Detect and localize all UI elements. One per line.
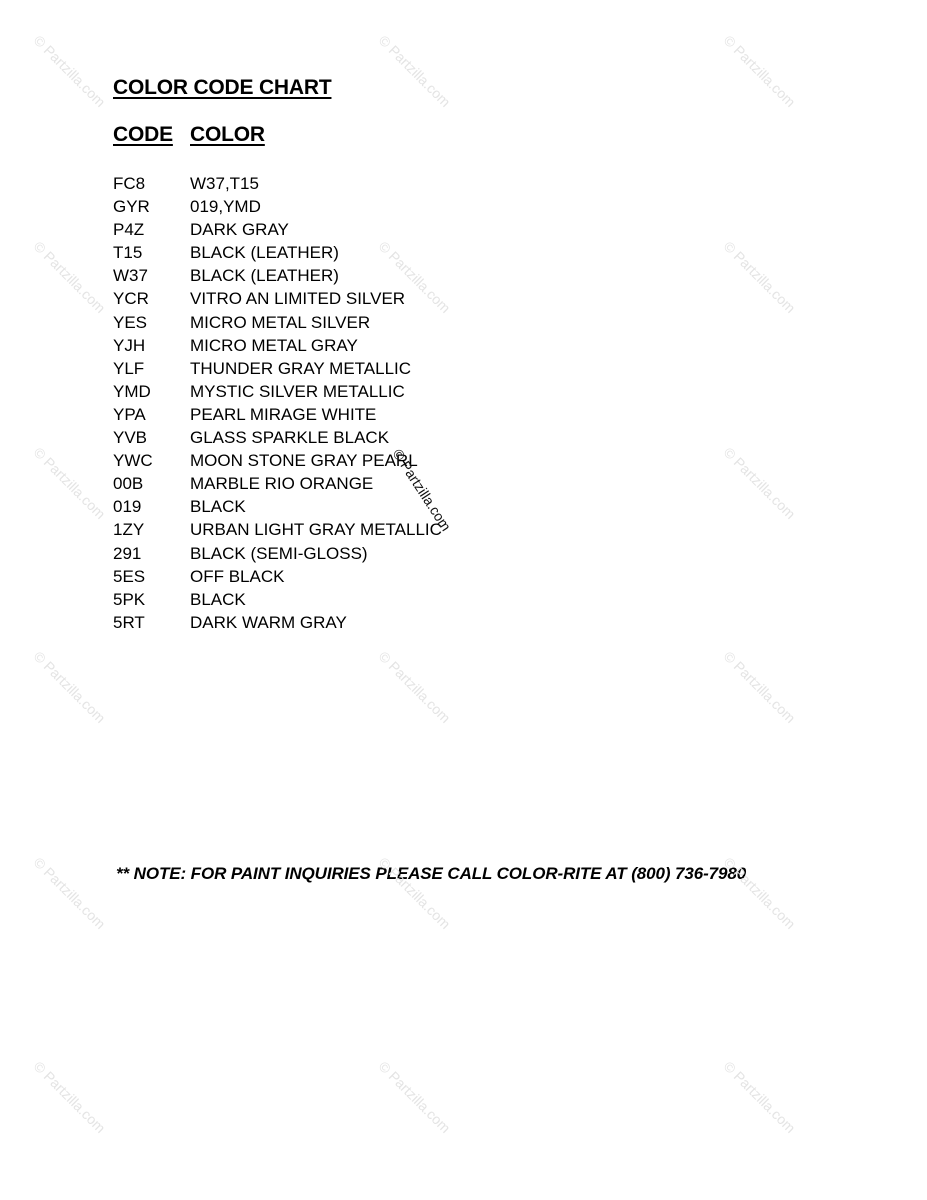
code-cell: 5ES xyxy=(113,566,146,586)
color-cell: MICRO METAL GRAY xyxy=(190,335,358,355)
color-cell: BLACK (LEATHER) xyxy=(190,243,339,263)
color-cell: BLACK xyxy=(190,589,246,609)
code-cell: YCR xyxy=(113,289,149,309)
watermark-text: © Partzilla.com xyxy=(375,854,454,933)
code-cell: YES xyxy=(113,312,148,332)
code-cell: YPA xyxy=(113,404,146,424)
page-title: COLOR CODE CHART xyxy=(113,76,332,99)
color-cell: URBAN LIGHT GRAY METALLIC xyxy=(190,520,442,540)
code-cell: 1ZY xyxy=(113,520,145,540)
code-cell: T15 xyxy=(113,243,143,263)
watermark-text: © Partzilla.com xyxy=(30,444,109,523)
color-cell: DARK WARM GRAY xyxy=(190,612,347,632)
code-cell: YVB xyxy=(113,428,148,448)
paint-inquiry-note: ** NOTE: FOR PAINT INQUIRIES PLEASE CALL COLOR-RITE AT (800) 736-7980 xyxy=(116,864,747,883)
watermark-text: © Partzilla.com xyxy=(720,1058,799,1137)
color-cell: MARBLE RIO ORANGE xyxy=(190,474,374,494)
watermark-text: © Partzilla.com xyxy=(720,648,799,727)
code-cell: W37 xyxy=(113,266,148,286)
color-cell: OFF BLACK xyxy=(190,566,285,586)
watermark-text: © Partzilla.com xyxy=(375,648,454,727)
color-cell: MICRO METAL SILVER xyxy=(190,312,371,332)
code-cell: YMD xyxy=(113,381,151,401)
watermark-text: © Partzilla.com xyxy=(30,238,109,317)
watermark-text: © Partzilla.com xyxy=(720,32,799,111)
code-cell: GYR xyxy=(113,197,150,217)
color-cell: GLASS SPARKLE BLACK xyxy=(190,428,390,448)
watermark-text: © Partzilla.com xyxy=(30,1058,109,1137)
color-cell: VITRO AN LIMITED SILVER xyxy=(190,289,406,309)
color-cell: MOON STONE GRAY PEARL xyxy=(190,451,418,471)
watermark-text: © Partzilla.com xyxy=(720,854,799,933)
color-cell: DARK GRAY xyxy=(190,220,289,240)
color-cell: BLACK (LEATHER) xyxy=(190,266,339,286)
color-cell: BLACK xyxy=(190,497,246,517)
code-cell: 019 xyxy=(113,497,142,517)
watermark-text: © Partzilla.com xyxy=(375,1058,454,1137)
watermark-text: © Partzilla.com xyxy=(30,648,109,727)
code-cell: YWC xyxy=(113,451,153,471)
code-cell: P4Z xyxy=(113,220,145,240)
color-cell: BLACK (SEMI-GLOSS) xyxy=(190,543,368,563)
code-cell: 5PK xyxy=(113,589,146,609)
color-cell: W37,T15 xyxy=(190,174,259,193)
code-column-header: CODE xyxy=(113,123,173,146)
color-cell: THUNDER GRAY METALLIC xyxy=(190,358,412,378)
watermark-text-dark: © Partzilla.com xyxy=(389,446,455,534)
watermark-text: © Partzilla.com xyxy=(375,238,454,317)
color-cell: PEARL MIRAGE WHITE xyxy=(190,404,377,424)
watermark-text: © Partzilla.com xyxy=(30,32,109,111)
code-cell: FC8 xyxy=(113,174,146,193)
color-cell: MYSTIC SILVER METALLIC xyxy=(190,381,405,401)
code-cell: 5RT xyxy=(113,612,145,632)
color-column-header: COLOR xyxy=(190,123,265,146)
watermark-text: © Partzilla.com xyxy=(375,32,454,111)
code-cell: 291 xyxy=(113,543,142,563)
color-cell: 019,YMD xyxy=(190,197,261,217)
watermark-text: © Partzilla.com xyxy=(30,854,109,933)
watermark-text: © Partzilla.com xyxy=(720,238,799,317)
code-cell: 00B xyxy=(113,474,144,494)
code-cell: YLF xyxy=(113,358,145,378)
code-cell: YJH xyxy=(113,335,146,355)
watermark-text: © Partzilla.com xyxy=(720,444,799,523)
